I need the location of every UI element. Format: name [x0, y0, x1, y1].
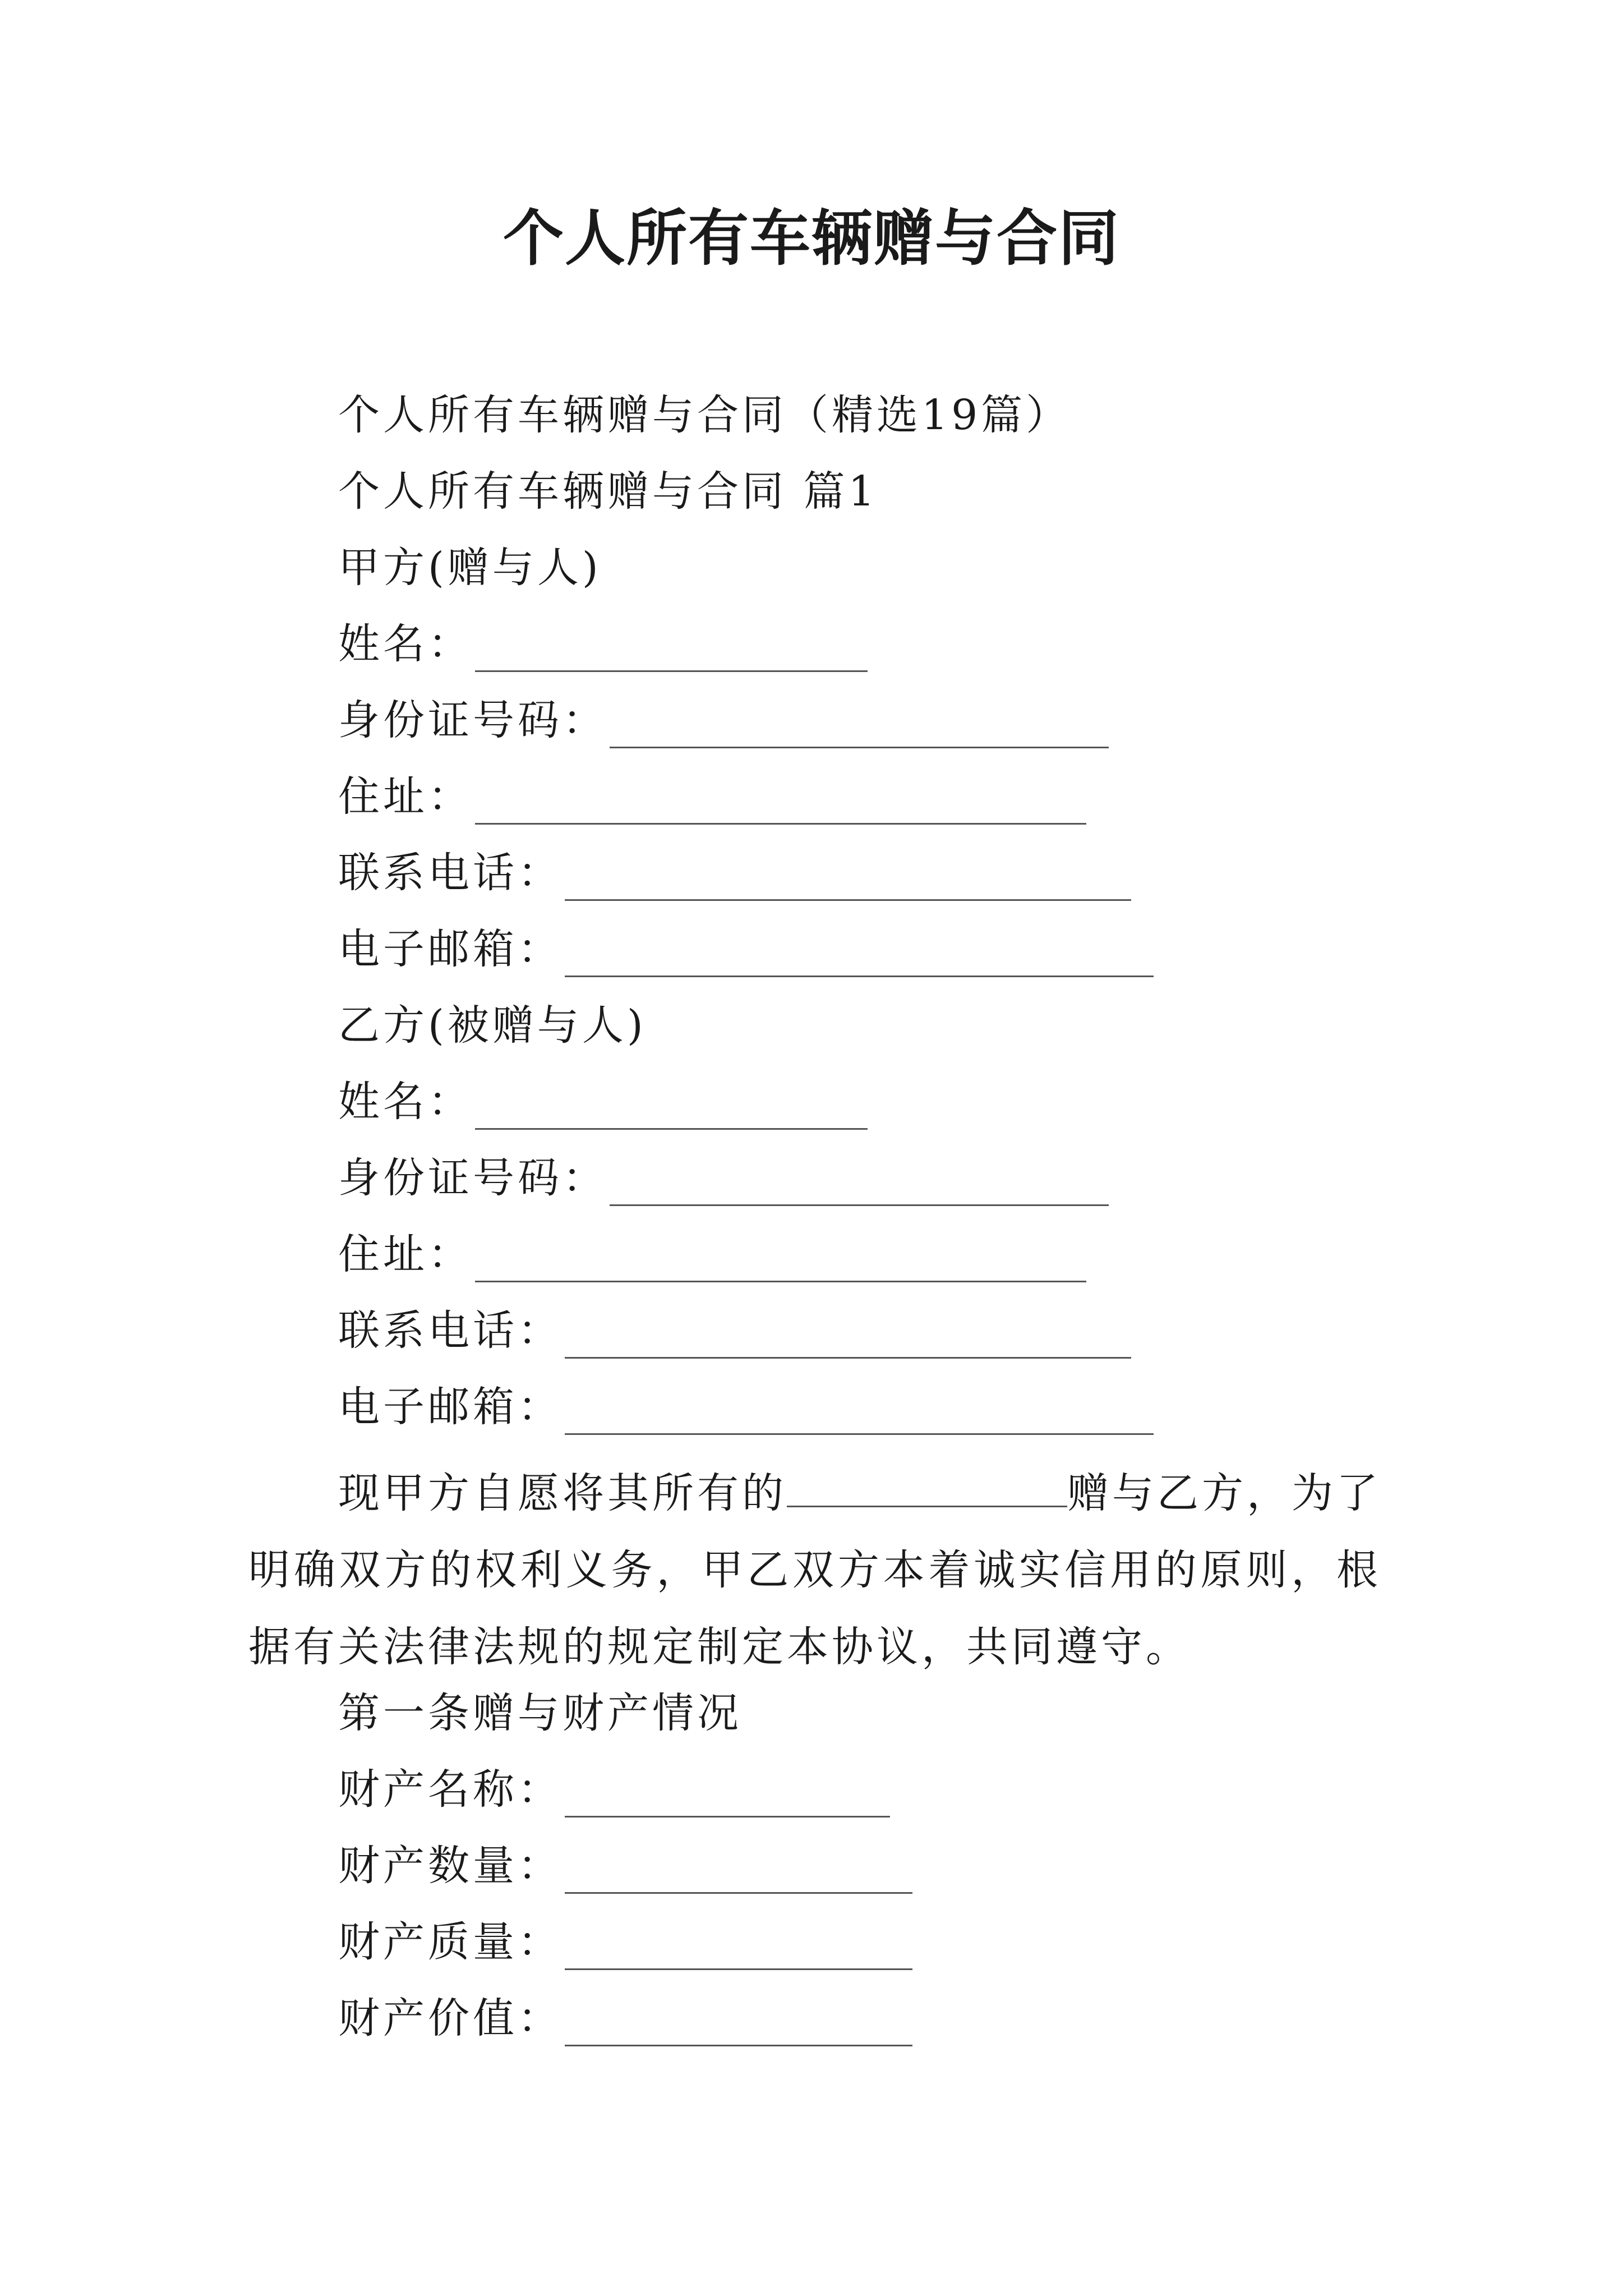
party-a-id-row — [338, 692, 1109, 748]
property-name-row — [338, 1761, 890, 1818]
party-a-address-field[interactable] — [475, 784, 1086, 825]
section-heading-text: 个人所有车辆赠与合同 篇1 — [338, 467, 878, 516]
intro-property-field[interactable] — [787, 1472, 1067, 1507]
property-value-row — [338, 1990, 912, 2046]
party-a-name-label: 姓名： — [338, 620, 473, 668]
intro-paragraph — [248, 1455, 1381, 1686]
property-value-field[interactable] — [565, 2005, 912, 2046]
party-b-email-row — [338, 1379, 1154, 1435]
property-quality-row — [338, 1914, 912, 1970]
intro-after-blank: 赠与乙方，为了明确双方的权利义务，甲乙双方本着诚实信用的原则，根据有关法律法规的规定制定本协议，共同遵守。 — [248, 1469, 1381, 1671]
property-quality-label: 财产质量： — [338, 1918, 562, 1966]
party-b-email-field[interactable] — [565, 1394, 1154, 1435]
party-b-id-label: 身份证号码： — [338, 1154, 607, 1202]
party-a-phone-label: 联系电话： — [338, 849, 562, 897]
property-quantity-label: 财产数量： — [338, 1842, 562, 1890]
party-a-email-field[interactable] — [565, 936, 1154, 977]
party-a-heading — [338, 540, 602, 596]
party-a-id-field[interactable] — [610, 707, 1109, 748]
party-b-heading — [338, 997, 647, 1053]
party-a-heading-text: 甲方(赠与人) — [338, 544, 602, 592]
party-b-name-label: 姓名： — [338, 1078, 473, 1126]
party-b-phone-row — [338, 1303, 1131, 1359]
party-b-id-field[interactable] — [610, 1165, 1109, 1206]
party-b-phone-field[interactable] — [565, 1318, 1131, 1359]
party-a-phone-row — [338, 845, 1131, 901]
party-b-id-row — [338, 1150, 1109, 1206]
party-b-address-row — [338, 1226, 1086, 1282]
subtitle-text: 个人所有车辆赠与合同（精选19篇） — [338, 391, 1071, 439]
party-b-email-label: 电子邮箱： — [338, 1383, 562, 1431]
party-b-address-label: 住址： — [338, 1230, 473, 1278]
property-name-field[interactable] — [565, 1777, 890, 1818]
party-b-name-row — [338, 1074, 868, 1130]
document-subtitle — [338, 387, 1071, 443]
article-1-heading — [338, 1685, 742, 1741]
party-a-email-row — [338, 921, 1154, 977]
section-heading — [338, 463, 878, 519]
article-1-heading-text: 第一条赠与财产情况 — [338, 1689, 742, 1737]
property-quantity-field[interactable] — [565, 1853, 912, 1894]
property-quality-field[interactable] — [565, 1929, 912, 1970]
party-b-phone-label: 联系电话： — [338, 1306, 562, 1355]
party-a-address-row — [338, 769, 1086, 825]
party-a-address-label: 住址： — [338, 772, 473, 821]
property-name-label: 财产名称： — [338, 1765, 562, 1814]
party-a-name-field[interactable] — [475, 631, 868, 672]
party-b-name-field[interactable] — [475, 1089, 868, 1130]
party-a-email-label: 电子邮箱： — [338, 925, 562, 973]
property-quantity-row — [338, 1838, 912, 1894]
party-a-id-label: 身份证号码： — [338, 696, 607, 744]
party-b-heading-text: 乙方(被赠与人) — [338, 1001, 647, 1050]
party-a-phone-field[interactable] — [565, 860, 1131, 901]
party-a-name-row — [338, 616, 868, 672]
intro-before-blank: 现甲方自愿将其所有的 — [338, 1469, 787, 1517]
document-title: 个人所有车辆赠与合同 — [502, 203, 1120, 274]
party-b-address-field[interactable] — [475, 1241, 1086, 1282]
property-value-label: 财产价值： — [338, 1994, 562, 2042]
